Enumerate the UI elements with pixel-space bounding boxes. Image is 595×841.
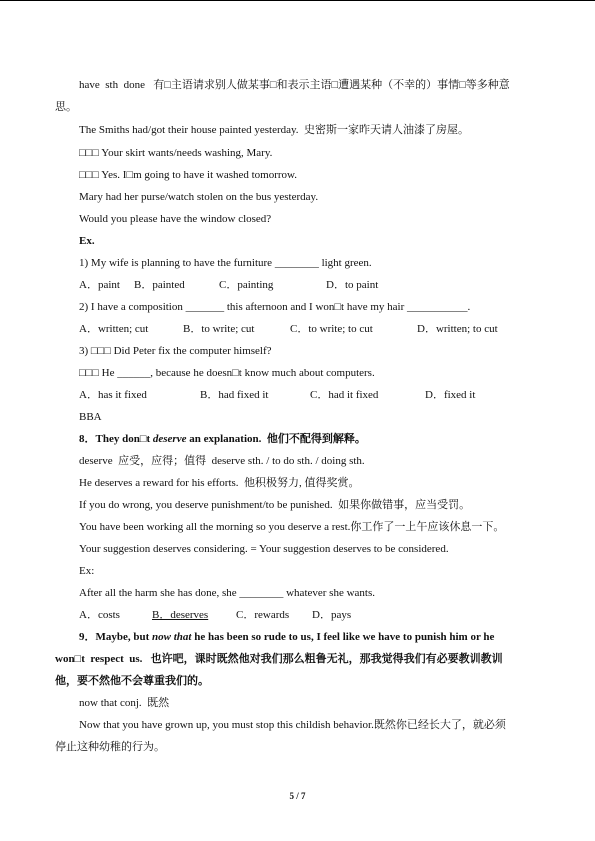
option: D．pays — [312, 609, 352, 621]
option: B．to write; cut — [183, 323, 255, 335]
question-1: 1) My wife is planning to have the furniture ________ light green. — [79, 257, 372, 269]
option: C．to write; to cut — [290, 323, 373, 335]
example-smiths: The Smiths had/got their house painted yesterday. 史密斯一家昨天请人油漆了房屋。 — [79, 124, 470, 136]
heading-now-that-cont: won□t respect us. 也许吧，课时既然他对我们那么粗鲁无礼，那我觉得我们有必要教训教训 — [55, 653, 503, 665]
question-3-reply: □□□ He ______, because he doesn□t know much about computers. — [79, 367, 375, 379]
question-2: 2) I have a composition _______ this afternoon and I won□t have my hair ___________. — [79, 301, 471, 313]
question-1-options — [79, 278, 378, 292]
example-suggestion: Your suggestion deserves considering. = Your suggestion deserves to be considered. — [79, 543, 449, 555]
heading-now-that-cont2: 他，要不然他不会尊重我们的。 — [55, 675, 209, 687]
option: D．fixed it — [425, 389, 476, 401]
option: A．costs — [79, 609, 120, 621]
deserve-definition: deserve 应受，应得；值得 deserve sth. / to do sth. / doing sth. — [79, 455, 365, 467]
option: B．had fixed it — [200, 389, 269, 401]
dialogue-skirt: □□□ Your skirt wants/needs washing, Mary. — [79, 147, 273, 159]
example-mary: Mary had her purse/watch stolen on the bus yesterday. — [79, 191, 319, 203]
exercise-options — [79, 608, 351, 622]
option: A．written; cut — [79, 323, 149, 335]
example-grown-up: Now that you have grown up, you must stop this childish behavior.既然你已经长大了，就必须 — [79, 719, 506, 731]
question-3-options — [79, 388, 475, 402]
example-window: Would you please have the window closed? — [79, 213, 272, 225]
now-that-definition: now that conj. 既然 — [79, 697, 170, 709]
option: A．paint — [79, 279, 120, 291]
heading-deserve: 8．They don□t deserve an explanation. 他们不配得到解释。 — [79, 433, 366, 445]
option: D．written; to cut — [417, 323, 498, 335]
exercise-heading: Ex. — [79, 235, 95, 247]
page-top-rule — [0, 0, 595, 1]
line-have-sth-done-cont: 思。 — [55, 101, 77, 113]
dialogue-reply: □□□ Yes. I□m going to have it washed tomorrow. — [79, 169, 298, 181]
question-2-options — [79, 322, 498, 336]
option: C．painting — [219, 279, 274, 291]
option: C．had it fixed — [310, 389, 379, 401]
exercise-question: After all the harm she has done, she ________ whatever she wants. — [79, 587, 376, 599]
option: B．painted — [134, 279, 185, 291]
example-grown-up-cont: 停止这种幼稚的行为。 — [55, 741, 165, 753]
example-reward: He deserves a reward for his efforts. 他积极努力, 值得奖赏。 — [79, 477, 360, 489]
line-have-sth-done: have sth done 有□主语请求别人做某事□和表示主语□遭遇某种（不幸的）事情□等多种意 — [79, 79, 510, 91]
option: D．to paint — [326, 279, 379, 291]
option-correct: B．deserves — [152, 609, 209, 621]
exercise-label: Ex: — [79, 565, 95, 577]
example-rest: You have been working all the morning so you deserve a rest.你工作了一上午应该休息一下。 — [79, 521, 505, 533]
example-punishment: If you do wrong, you deserve punishment/to be punished. 如果你做错事，应当受罚。 — [79, 499, 471, 511]
page-number: 5 / 7 — [289, 791, 306, 801]
option: A．has it fixed — [79, 389, 147, 401]
answer-key: BBA — [79, 411, 102, 423]
question-3: 3) □□□ Did Peter fix the computer himself? — [79, 345, 272, 357]
option: C．rewards — [236, 609, 290, 621]
heading-now-that: 9．Maybe, but now that he has been so rude to us, I feel like we have to punish him or he — [79, 631, 495, 643]
